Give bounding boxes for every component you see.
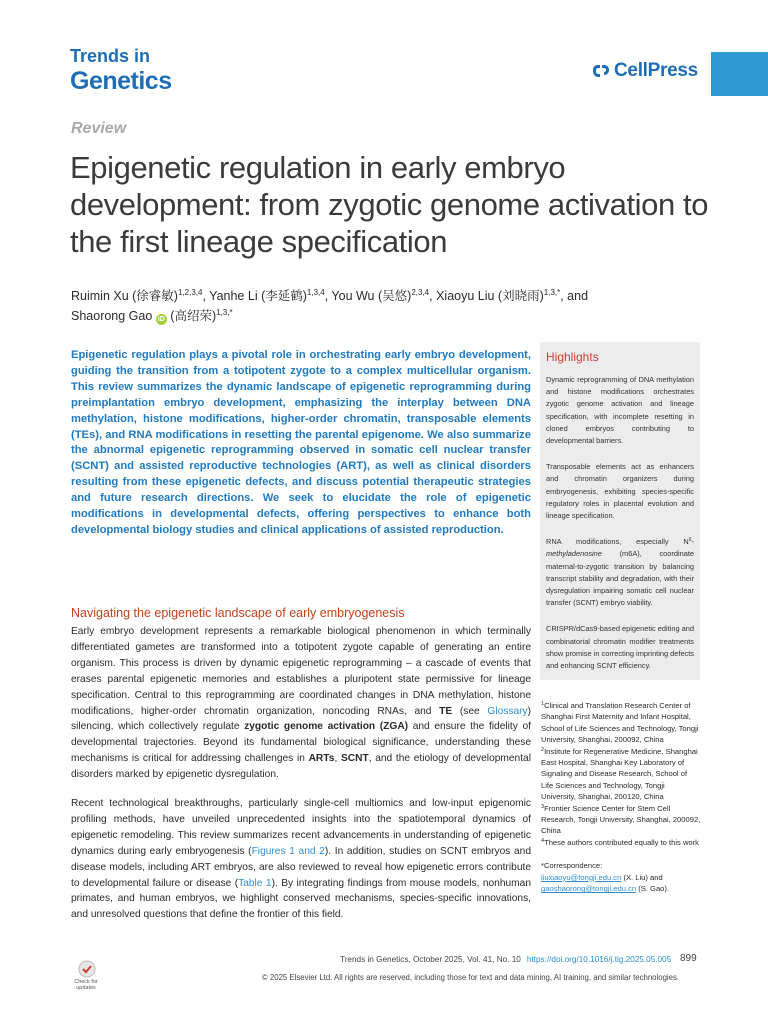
author-name: Xiaoyu Liu (刘晓雨) <box>436 289 544 303</box>
glossary-term: SCNT <box>340 753 369 765</box>
glossary-term: zygotic genome activation (ZGA) <box>244 721 409 733</box>
abstract: Epigenetic regulation plays a pivotal role in orchestrating early embryo development, guiding the transition from a totipotent zygote to a complex multicellular organism. This review summarizes the dynamic landscape of epigenetic reprogramming during preimplantation embryo development, emphasizing the interplay between DNA methylation, histone modifications, higher-order chromatin, transposable elements (TEs), and RNA modifications in resetting the parental epigenome. We also summarize the abnormal epigenetic reprogramming observed in somatic cell nuclear transfer (SCNT) and assisted reproductive technologies (ART), as well as clinical disorders resulting from these epigenetic defects, and discuss potential therapeutic strategies and future research directions. We seek to elucidate the role of epigenetic modifications in developmental defects, offering perspectives to enhance both developmental biology studies and clinical applications of assisted reproduction. <box>71 349 531 536</box>
highlight-text: RNA modifications, especially N <box>546 537 689 547</box>
check-for-updates-label <box>66 979 106 991</box>
body-text: ) silencing, which collectively regulate <box>71 705 532 733</box>
page-number: 899 <box>680 953 697 964</box>
correspondence-label: *Correspondence: <box>541 861 603 871</box>
body-text: , and the etiology of developmental disorders marked by epigenetic dysregulation. <box>71 753 531 781</box>
body-text: and ensure the fidelity of developmental trajectories. Beyond its fundamental biological significance, understanding these mechanisms is critical for addressing challenges in <box>71 721 531 765</box>
author-list <box>71 286 691 326</box>
body-text: , <box>334 753 341 765</box>
glossary-link[interactable]: Glossary <box>487 705 528 717</box>
affiliation-number: 2 <box>541 746 545 753</box>
affiliation-text: These authors contributed equally to this work <box>544 837 699 847</box>
author-name: Shaorong Gao <box>71 309 153 323</box>
author-affiliation-marker: 1,3,4 <box>306 288 325 297</box>
highlight-item <box>546 536 694 609</box>
orcid-icon[interactable]: iD <box>157 316 165 323</box>
affiliation-text: Institute for Regenerative Medicine, Shanghai East Hospital, Shanghai Key Laboratory of Signaling and Disease Research, School of Life Sciences and Technology, Tongji University, Shanghai, 200120, China <box>541 746 698 802</box>
highlight-item: Dynamic reprogramming of DNA methylation and histone modifications orchestrates zygotic genome activation and lineage specification, with incomplete resetting in cloned embryos contributing to developmental barriers. <box>546 375 694 446</box>
email-link[interactable]: liuxiaoyu@tongji.edu.cn <box>541 872 622 882</box>
body-text: ). In addition, studies on SCNT embryos and disease models, including ART embryos, are also reviewed to reveal how epigenetic errors contribute to developmental failure or disease ( <box>71 845 531 889</box>
journal-title <box>70 46 172 96</box>
glossary-term: TE <box>439 705 453 717</box>
article-type: Review <box>71 120 127 137</box>
journal-title-line2: Genetics <box>70 67 172 95</box>
affiliation-number: 3 <box>541 803 545 810</box>
author-affiliation-marker: 1,2,3,4 <box>177 288 203 297</box>
body-paragraph <box>71 624 531 783</box>
highlight-text: - <box>691 537 694 547</box>
cellpress-logo-icon <box>592 63 610 79</box>
affiliations <box>541 700 701 895</box>
doi-link[interactable]: https://doi.org/10.1016/j.tig.2025.05.005 <box>526 955 672 964</box>
section-heading: Navigating the epigenetic landscape of early embryogenesis <box>71 606 405 620</box>
highlights-heading: Highlights <box>546 350 599 364</box>
highlight-superscript: 6 <box>688 537 692 544</box>
author-affiliation-marker: 2,3,4 <box>411 288 430 297</box>
table-link[interactable]: Table 1 <box>238 877 272 889</box>
author-affiliation-marker: 1,3,* <box>216 308 233 317</box>
highlight-item: CRISPR/dCas9-based epigenetic editing and combinatorial chromatin modifier treatments show promise in correcting imprinting defects and enhancing SCNT efficiency. <box>546 624 694 671</box>
body-text: Recent technological breakthroughs, particularly single-cell multiomics and low-input epigenomic profiling methods, have unveiled unprecedented insights into the spatiotemporal dynamics of epigenetic remodeling. This review summarizes recent advancements in understanding of epigenetic dynamics during early embryogenesis ( <box>71 798 531 857</box>
affiliation-item <box>541 803 701 837</box>
highlight-item: Transposable elements act as enhancers and chromatin organizers during embryogenesis, exhibiting species-specific regulatory roles in placental evolution and lineage specification. <box>546 462 694 521</box>
footer-citation <box>340 955 671 964</box>
glossary-term: ARTs <box>308 753 335 765</box>
author-name: Ruimin Xu (徐睿敏) <box>71 289 178 303</box>
correspondence <box>541 860 701 894</box>
body-paragraph <box>71 796 531 923</box>
header-accent-tab <box>711 52 768 96</box>
affiliation-item <box>541 700 701 746</box>
highlight-italic-term: methyladenosine <box>546 549 602 559</box>
body-text: Early embryo development represents a remarkable biological phenomenon in which terminally differentiated gametes are transformed into a totipotent zygote capable of generating an entire organism. This process is driven by dynamic epigenetic reprogramming – a cascade of events that erases parental epigenetic memories and establishes a pluripotent state permissive for lineage specification. Central to this reprogramming are coordinated changes in DNA methylation, histone modifications, higher-order chromatin organization, noncoding RNAs, and <box>71 626 531 717</box>
check-label-line: updates <box>76 985 96 991</box>
author-separator: , <box>429 289 433 303</box>
correspondence-author: (S. Gao). <box>636 884 670 894</box>
affiliation-text: Frontier Science Center for Stem Cell Research, Tongji University, Shanghai, 200092, China <box>541 803 701 836</box>
author-separator: , <box>324 289 329 303</box>
highlights-box <box>540 342 700 680</box>
highlight-text: (m6A), coordinate maternal-to-zygotic transition by balancing transcript stability and degradation, with their dysregulation impairing somatic cell nuclear transfer (SCNT) embryo viability. <box>546 549 694 608</box>
affiliation-item <box>541 746 701 803</box>
body-text: ). By integrating findings from mouse models, nonhuman primates, and human embryos, we highlight conserved mechanisms, species-specific innovations, and unresolved questions that define the frontier of this field. <box>71 877 531 921</box>
figure-link[interactable]: Figures 1 and 2 <box>251 845 325 857</box>
author-name: You Wu (吴悠) <box>331 289 412 303</box>
copyright-notice: © 2025 Elsevier Ltd. All rights are reserved, including those for text and data mining, AI training, and similar technologies. <box>262 973 680 982</box>
affiliation-text: Clinical and Translation Research Center of Shanghai First Maternity and Infant Hospital, School of Life Sciences and Technology, Tongji University, Shanghai, 200092, China <box>541 701 699 745</box>
publisher-name: CellPress <box>614 60 698 81</box>
email-link[interactable]: gaoshaorong@tongji.edu.cn <box>541 884 637 894</box>
author-affiliation-marker: 1,3,* <box>543 288 561 297</box>
author-name-chinese: (高绍荣) <box>170 309 217 323</box>
citation-text: Trends in Genetics, October 2025, Vol. 41, No. 10 <box>340 955 521 964</box>
affiliation-number: 1 <box>541 701 545 707</box>
correspondence-author: (X. Liu) and <box>621 872 663 882</box>
journal-title-line1: Trends in <box>70 46 151 66</box>
author-separator: , and <box>560 289 589 303</box>
affiliation-item <box>541 837 701 848</box>
check-label-line: Check for <box>74 979 98 985</box>
article-title: Epigenetic regulation in early embryo development: from zygotic genome activation to the first lineage specification <box>70 150 709 259</box>
author-separator: , <box>202 289 206 303</box>
author-name: Yanhe Li (李延鹤) <box>209 289 307 303</box>
affiliation-number: 4 <box>541 837 545 844</box>
body-text: (see <box>452 705 488 717</box>
publisher-logo[interactable] <box>592 60 698 82</box>
